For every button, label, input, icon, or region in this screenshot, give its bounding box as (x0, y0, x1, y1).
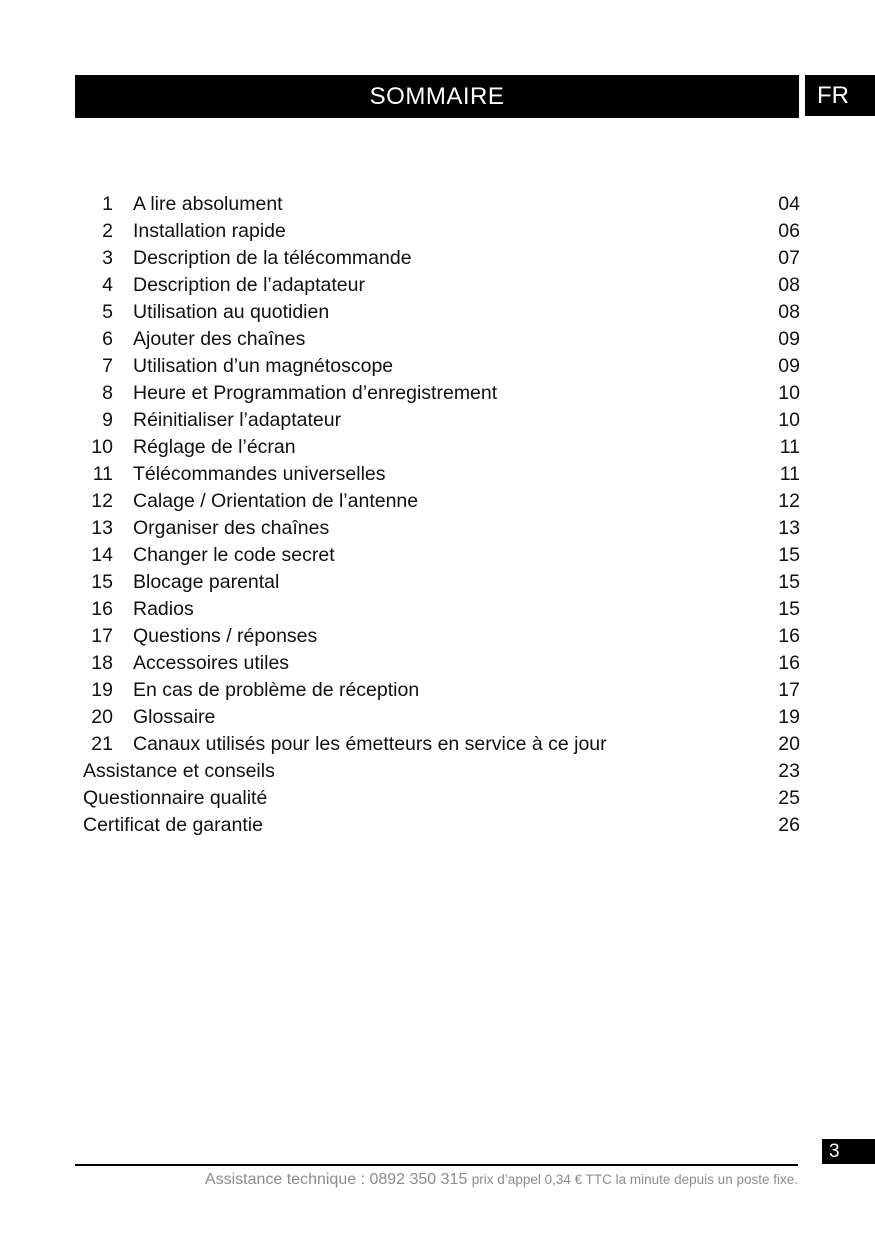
toc-entry-number: 21 (91, 733, 113, 755)
toc-entry-page: 16 (778, 625, 800, 647)
toc-entry-number: 16 (91, 598, 113, 620)
toc-entry-page: 20 (778, 733, 800, 755)
toc-entry (0, 704, 875, 731)
toc-entry-label: Heure et Programmation d’enregistrement (133, 382, 498, 404)
page-title: SOMMAIRE (75, 75, 799, 118)
toc-entry-label: Réinitialiser l’adaptateur (133, 409, 342, 431)
toc-entry-page: 26 (778, 814, 800, 836)
toc-entry-label: Accessoires utiles (133, 652, 290, 674)
toc-entry (0, 353, 875, 380)
toc-entry-number: 20 (91, 706, 113, 728)
toc-entry (0, 623, 875, 650)
footer-support-note: prix d’appel 0,34 € TTC la minute depuis un poste fixe. (471, 1172, 798, 1187)
toc-entry-label: Télécommandes universelles (133, 463, 386, 485)
toc-entry-page: 09 (778, 355, 800, 377)
toc-entry-page: 25 (778, 787, 800, 809)
toc-extras (0, 758, 875, 839)
toc-entry-page: 17 (778, 679, 800, 701)
toc-entry-page: 08 (778, 274, 800, 296)
toc-entry-page: 15 (778, 571, 800, 593)
toc-entry-number: 4 (102, 274, 113, 296)
toc-entry-number: 10 (91, 436, 113, 458)
toc-entry-number: 12 (91, 490, 113, 512)
toc-entry-label: Calage / Orientation de l’antenne (133, 490, 419, 512)
toc-entry-page: 11 (779, 463, 800, 485)
toc-entry (0, 758, 875, 785)
toc-entry (0, 461, 875, 488)
toc-entry-number: 11 (92, 463, 113, 485)
toc-entry-label: Réglage de l’écran (133, 436, 296, 458)
toc-entry-label: En cas de problème de réception (133, 679, 420, 701)
toc-entry-label: Questions / réponses (133, 625, 318, 647)
toc-entry-label: Utilisation d’un magnétoscope (133, 355, 394, 377)
toc-entry (0, 596, 875, 623)
toc-entry-page: 06 (778, 220, 800, 242)
toc-entry-number: 13 (91, 517, 113, 539)
toc-items (0, 191, 875, 758)
toc-entry-page: 11 (779, 436, 800, 458)
toc-entry-label: Description de l’adaptateur (133, 274, 365, 296)
toc-entry (0, 488, 875, 515)
footer-divider (75, 1164, 798, 1166)
toc-entry-number: 5 (102, 301, 113, 323)
toc-entry-page: 09 (778, 328, 800, 350)
toc-entry (0, 542, 875, 569)
toc-entry-number: 15 (91, 571, 113, 593)
toc-entry-label: Changer le code secret (133, 544, 335, 566)
toc-entry (0, 407, 875, 434)
toc-entry-page: 15 (778, 598, 800, 620)
toc-entry-page: 12 (778, 490, 800, 512)
toc-entry-number: 1 (102, 193, 113, 215)
toc-entry-label: Utilisation au quotidien (133, 301, 330, 323)
toc-entry-number: 8 (102, 382, 113, 404)
toc-entry (0, 677, 875, 704)
toc-entry-number: 17 (91, 625, 113, 647)
footer-support-label: Assistance technique : 0892 350 315 (204, 1171, 468, 1188)
footer-support-text (205, 1171, 798, 1189)
toc-entry-number: 19 (91, 679, 113, 701)
toc-entry (0, 272, 875, 299)
toc-entry (0, 380, 875, 407)
toc-entry-page: 19 (778, 706, 800, 728)
toc-entry-number: 3 (102, 247, 113, 269)
toc-entry-label: Description de la télécommande (133, 247, 412, 269)
toc-entry-label: A lire absolument (133, 193, 283, 215)
toc-entry-number: 7 (102, 355, 113, 377)
toc-entry-page: 04 (778, 193, 800, 215)
page-number: 3 (822, 1139, 875, 1164)
toc-entry (0, 785, 875, 812)
toc-entry-number: 18 (91, 652, 113, 674)
toc-entry-page: 07 (778, 247, 800, 269)
toc-entry (0, 569, 875, 596)
toc-entry-number: 9 (102, 409, 113, 431)
toc-entry-page: 08 (778, 301, 800, 323)
toc-entry-page: 23 (778, 760, 800, 782)
toc-entry (0, 434, 875, 461)
toc-entry (0, 731, 875, 758)
toc-entry-label: Organiser des chaînes (133, 517, 330, 539)
toc-entry-number: 2 (102, 220, 113, 242)
toc-entry-label: Glossaire (133, 706, 216, 728)
toc-entry (0, 218, 875, 245)
language-tab: FR (805, 75, 875, 116)
toc-entry-page: 15 (778, 544, 800, 566)
toc-entry-number: 6 (102, 328, 113, 350)
table-of-contents (0, 191, 875, 839)
toc-entry (0, 326, 875, 353)
toc-entry-label: Questionnaire qualité (83, 787, 268, 809)
toc-entry (0, 191, 875, 218)
toc-entry (0, 812, 875, 839)
toc-entry (0, 299, 875, 326)
toc-entry-page: 10 (778, 409, 800, 431)
toc-entry-label: Blocage parental (133, 571, 280, 593)
toc-entry-number: 14 (91, 544, 113, 566)
toc-entry-label: Installation rapide (133, 220, 286, 242)
toc-entry-page: 10 (778, 382, 800, 404)
toc-entry-label: Canaux utilisés pour les émetteurs en service à ce jour (133, 733, 607, 755)
toc-entry (0, 245, 875, 272)
toc-entry-page: 16 (778, 652, 800, 674)
toc-entry-label: Radios (133, 598, 194, 620)
toc-entry-label: Certificat de garantie (83, 814, 263, 836)
toc-entry (0, 650, 875, 677)
toc-entry-label: Assistance et conseils (83, 760, 275, 782)
toc-entry (0, 515, 875, 542)
toc-entry-page: 13 (778, 517, 800, 539)
toc-entry-label: Ajouter des chaînes (133, 328, 306, 350)
